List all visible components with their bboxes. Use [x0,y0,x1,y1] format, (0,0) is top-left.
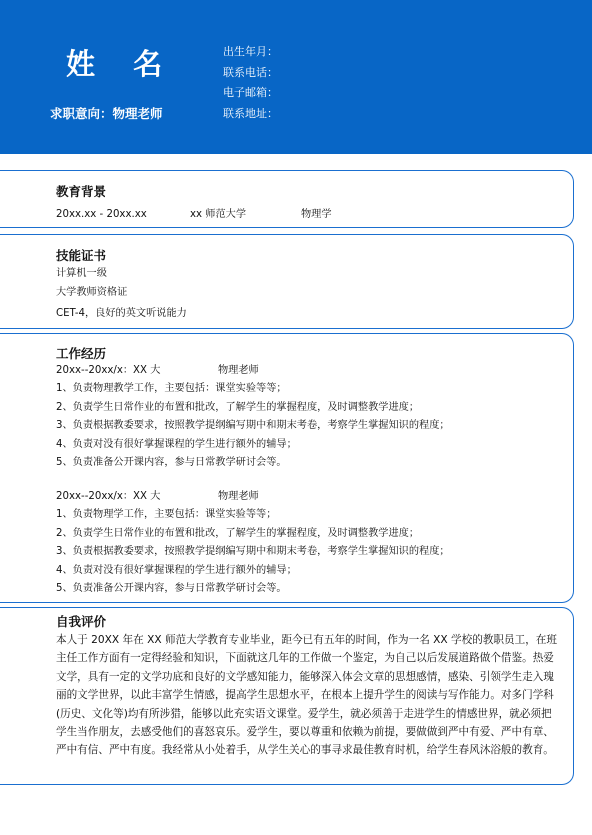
resume-header [0,0,592,154]
job-duty: 5、负责准备公开课内容，参与日常教学研讨会等。 [56,457,287,468]
self-evaluation-text: 本人于 20XX 年在 XX 师范大学教育专业毕业，距今已有五年的时间，作为一名 XX 学校的教职员工，在班主任工作方面有一定得经验和知识，下面就这几年的工作做一个鉴定，为自己以后发展道路做个借鉴。热爱文学，具有一定的文学功底和良好的文学感知能力，能够深入体会文章的思想感情，感染、引领学生走入瑰丽的文学世界，以此丰富学生情感，提高学生思想水平，在根本上提升学生的阅读与写作能力。对多门学科(历史、文化等)均有所涉猎，能够以此充实语文课堂。爱学生，就必须善于走进学生的情感世界，就必须把学生当作朋友，去感受他们的喜怒哀乐。爱学生，要以尊重和依赖为前提，要做做到严中有爱、严中有章、严中有信、严中有度。我经常从小处着手，从学生关心的事寻求最佳教育时机，给学生春风沐浴般的教育。 [56,634,557,757]
section-title: 自我评价 [56,614,107,629]
contact-birth: 出生年月： [223,45,278,58]
job-duty: 3、负责根据教委要求，按照教学提纲编写期中和期末考卷，考察学生掌握知识的程度； [56,546,450,557]
job-duty: 1、负责物理教学工作，主要包括：课堂实验等等； [56,383,287,394]
contact-phone: 联系电话： [223,65,278,79]
job-duty: 2、负责学生日常作业的布置和批改，了解学生的掌握程度，及时调整教学进度； [56,401,420,413]
education-major: 物理学 [301,209,332,220]
job-period: 20xx--20xx/x：XX 大 [56,365,161,376]
skill-item: 计算机一级 [56,268,107,279]
job-duty: 3、负责根据教委要求，按照教学提纲编写期中和期末考卷，考察学生掌握知识的程度； [56,420,450,431]
education-section [0,170,574,228]
contact-info [223,42,278,124]
self-evaluation-section [0,607,574,785]
job-duty: 1、负责物理学工作，主要包括：课堂实验等等； [56,509,277,520]
section-title: 工作经历 [56,346,107,361]
skill-item: CET-4，良好的英文听说能力 [56,308,187,319]
job-duty: 5、负责准备公开课内容，参与日常教学研讨会等。 [56,583,287,594]
section-title: 技能证书 [56,248,107,263]
job-duty: 4、负责对没有很好掌握课程的学生进行额外的辅导； [56,438,297,450]
contact-email: 电子邮箱： [223,86,278,99]
job-period: 20xx--20xx/x：XX 大 [56,491,161,502]
job-duty: 4、负责对没有很好掌握课程的学生进行额外的辅导； [56,564,297,576]
job-role: 物理老师 [218,365,259,376]
skills-section [0,234,574,329]
contact-address: 联系地址： [223,106,278,120]
job-intent: 求职意向：物理老师 [50,106,163,121]
work-section [0,333,574,603]
skill-item: 大学教师资格证 [56,287,128,298]
job-duty: 2、负责学生日常作业的布置和批改，了解学生的掌握程度，及时调整教学进度； [56,527,420,539]
education-school: xx 师范大学 [190,209,247,220]
job-role: 物理老师 [218,491,259,502]
education-period: 20xx.xx - 20xx.xx [56,209,147,220]
candidate-name: 姓 名 [66,47,177,81]
section-title: 教育背景 [56,184,107,199]
